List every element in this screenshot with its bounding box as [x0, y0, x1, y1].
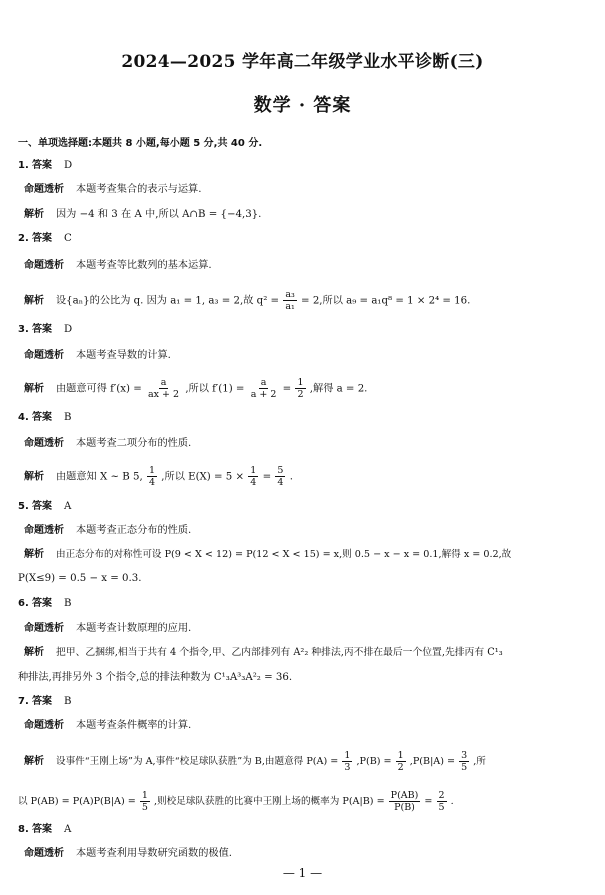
text: 本题考查利用导数研究函数的极值.	[76, 848, 233, 859]
math-fraction	[146, 377, 181, 400]
label: 8.	[18, 824, 29, 835]
label: 解析	[24, 383, 44, 395]
q4-answer-row	[18, 411, 72, 425]
text: 以 P(AB) = P(A)P(B|A) =	[18, 796, 136, 807]
q6-analysis	[24, 646, 503, 660]
label: 命题透析	[24, 525, 64, 536]
text: A	[64, 824, 72, 835]
label: 4.	[18, 412, 29, 423]
text: 5,	[133, 471, 143, 483]
math-fraction	[295, 377, 305, 400]
label: 答案	[32, 324, 53, 335]
fraction-denominator: 5	[438, 802, 445, 813]
label: 7.	[18, 696, 29, 707]
label: 1.	[18, 160, 29, 171]
q2-analysis	[24, 289, 470, 312]
fraction-numerator: a	[260, 377, 267, 388]
text: B	[64, 598, 72, 609]
text: ,所	[473, 756, 486, 767]
q7-analysis	[24, 750, 486, 773]
math-fraction	[437, 790, 447, 813]
fraction-numerator: 3	[461, 750, 468, 761]
page-number: — 1 —	[282, 866, 323, 880]
q1-focus	[24, 183, 202, 197]
label: 答案	[32, 160, 53, 171]
text: .	[289, 471, 293, 483]
text: ,P(B) =	[356, 756, 392, 767]
label: 3.	[18, 324, 29, 335]
label: 5.	[18, 501, 29, 512]
text: .	[450, 796, 454, 807]
text: 由题意知 X ~ B	[56, 471, 130, 483]
fraction-numerator: 1	[250, 465, 257, 476]
page-title: 2024—2025 学年高二年级学业水平诊断(三)	[121, 52, 484, 72]
q3-analysis	[24, 377, 367, 400]
fraction-denominator: 4	[250, 477, 257, 488]
math-fraction	[147, 465, 157, 488]
fraction-numerator: 1	[297, 377, 304, 388]
fraction-numerator: P(AB)	[390, 790, 419, 801]
q1-analysis	[24, 208, 261, 222]
label: 命题透析	[24, 848, 64, 859]
q2-focus	[24, 259, 212, 273]
text: 本题考查条件概率的计算.	[76, 720, 192, 731]
label: 解析	[24, 647, 44, 658]
text: C	[64, 233, 72, 244]
fraction-numerator: 2	[438, 790, 445, 801]
label: 命题透析	[24, 350, 64, 361]
fraction-numerator: 1	[141, 790, 148, 801]
label: 解析	[24, 209, 44, 220]
text: =	[282, 383, 292, 395]
text: 本题考查集合的表示与运算.	[76, 184, 202, 195]
label: 解析	[24, 549, 44, 560]
q7-focus	[24, 719, 191, 733]
label: 答案	[32, 696, 53, 707]
text: = 2,所以 a₉ = a₁q⁸ = 1 × 2⁴ = 16.	[301, 295, 471, 307]
text: ,所以 E(X) = 5 ×	[161, 471, 245, 483]
q5-analysis	[24, 548, 511, 562]
label: 答案	[32, 501, 53, 512]
q6-analysis-cont	[18, 671, 292, 685]
text: 本题考查等比数列的基本运算.	[76, 260, 212, 271]
text: ,则校足球队获胜的比赛中王刚上场的概率为 P(A|B) =	[153, 796, 385, 807]
fraction-denominator: ax + 2	[147, 389, 180, 400]
q3-answer-row	[18, 323, 72, 337]
label: 一、单项选择题:本题共 8 小题,每小题 5 分,共 40 分.	[18, 138, 263, 149]
math-fraction	[389, 790, 421, 813]
text: D	[64, 160, 73, 171]
fraction-denominator: a + 2	[250, 389, 277, 400]
label: 解析	[24, 295, 44, 307]
math-fraction	[248, 465, 258, 488]
q5-analysis-cont	[18, 572, 142, 586]
label: 命题透析	[24, 438, 64, 449]
text: =	[262, 471, 272, 483]
label: 答案	[32, 598, 53, 609]
fraction-numerator: 1	[397, 750, 404, 761]
q7-analysis-cont	[18, 790, 454, 813]
label: 解析	[24, 471, 44, 483]
text: 由正态分布的对称性可设 P(9 < X < 12) = P(12 < X < 15) = x,则 0.5 − x − x = 0.1,解得 x = 0.2,故	[56, 549, 512, 560]
fraction-denominator: 3	[344, 762, 351, 773]
text: A	[64, 501, 72, 512]
q5-focus	[24, 524, 191, 538]
fraction-numerator: a₃	[285, 289, 295, 300]
label: 命题透析	[24, 184, 64, 195]
fraction-denominator: 2	[397, 762, 404, 773]
fraction-denominator: 5	[461, 762, 468, 773]
fraction-denominator: 4	[277, 477, 284, 488]
math-fraction	[459, 750, 469, 773]
page-subtitle: 数学 · 答案	[253, 95, 352, 116]
q3-focus	[24, 349, 171, 363]
text: 设{aₙ}的公比为 q. 因为 a₁ = 1, a₃ = 2,故 q² =	[56, 295, 280, 307]
text: 本题考查二项分布的性质.	[76, 438, 192, 449]
q7-answer-row	[18, 695, 72, 709]
label: 6.	[18, 598, 29, 609]
q6-answer-row	[18, 597, 72, 611]
text: 种排法,再排另外 3 个指令,总的排法种数为 C¹₃A³₃A²₂ = 36.	[18, 672, 293, 683]
text: =	[424, 796, 433, 807]
text: 本题考查计数原理的应用.	[76, 623, 192, 634]
text: ,解得 a = 2.	[309, 383, 368, 395]
text: D	[64, 324, 73, 335]
fraction-denominator: a₁	[285, 301, 295, 312]
fraction-numerator: a	[160, 377, 167, 388]
q2-answer-row	[18, 232, 72, 246]
text: P(X≤9) = 0.5 − x = 0.3.	[18, 573, 142, 584]
math-fraction	[140, 790, 150, 813]
math-fraction	[249, 377, 279, 400]
fraction-numerator: 1	[148, 465, 156, 476]
fraction-numerator: 1	[344, 750, 351, 761]
text: 本题考查正态分布的性质.	[76, 525, 192, 536]
q5-answer-row	[18, 500, 71, 514]
text: B	[64, 412, 72, 423]
q2-fraction	[283, 289, 296, 312]
fraction-denominator: 4	[148, 477, 156, 488]
text: 设事件“王刚上场”为 A,事件“校足球队获胜”为 B,由题意得 P(A) =	[56, 756, 339, 767]
q8-focus	[24, 847, 232, 861]
math-fraction	[342, 750, 352, 773]
label: 命题透析	[24, 260, 64, 271]
fraction-denominator: 2	[297, 389, 304, 400]
label: 答案	[32, 233, 53, 244]
section-heading	[18, 137, 262, 151]
q4-focus	[24, 437, 191, 451]
q4-analysis	[24, 465, 293, 488]
label: 2.	[18, 233, 29, 244]
text: 因为 −4 和 3 在 A 中,所以 A∩B = {−4,3}.	[56, 209, 262, 220]
fraction-denominator: P(B)	[394, 802, 415, 813]
fraction-denominator: 5	[141, 802, 148, 813]
q6-focus	[24, 622, 191, 636]
label: 解析	[24, 756, 44, 767]
math-fraction	[275, 465, 285, 488]
label: 答案	[32, 824, 53, 835]
label: 答案	[32, 412, 53, 423]
label: 命题透析	[24, 623, 64, 634]
text: 把甲、乙捆绑,相当于共有 4 个指令,甲、乙内部排列有 A²₂ 种排法,丙不排在最后一个位置,先排丙有 C¹₃	[56, 647, 503, 658]
text: 本题考查导数的计算.	[76, 350, 171, 361]
text: B	[64, 696, 72, 707]
q8-answer-row	[18, 823, 71, 837]
text: ,P(B|A) =	[409, 756, 456, 767]
text: 由题意可得 f′(x) =	[56, 383, 142, 395]
label: 命题透析	[24, 720, 64, 731]
math-fraction	[396, 750, 406, 773]
q1-answer-row	[18, 159, 72, 173]
fraction-numerator: 5	[277, 465, 284, 476]
text: ,所以 f′(1) =	[185, 383, 245, 395]
